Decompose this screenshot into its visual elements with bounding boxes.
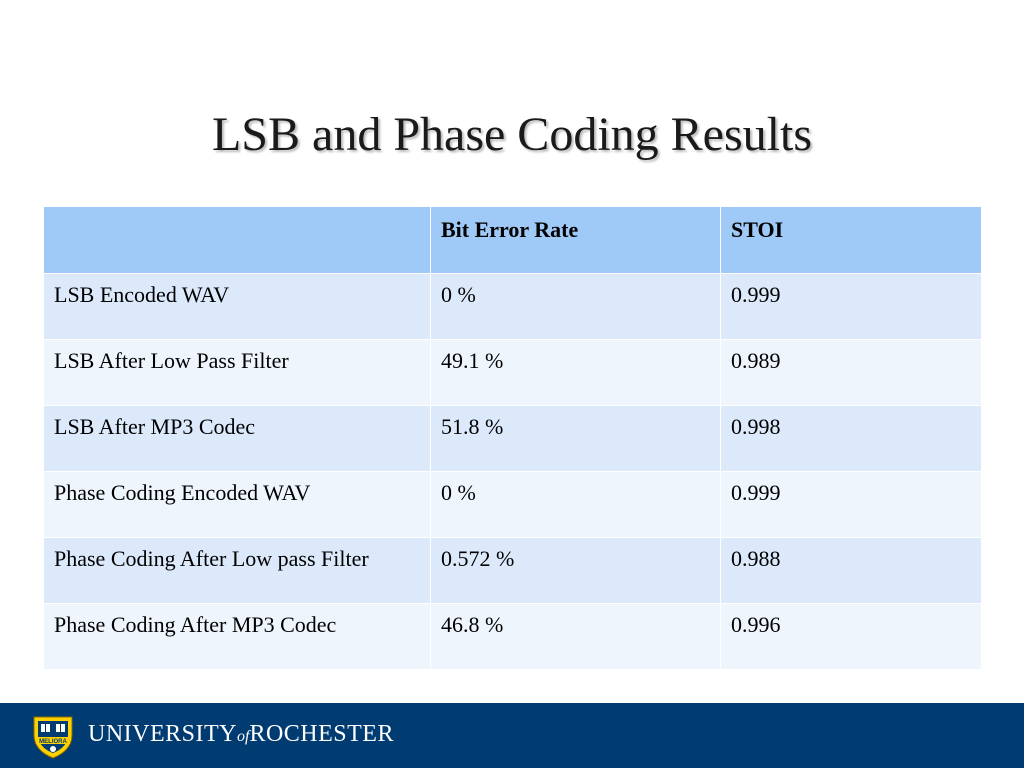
slide-title: LSB and Phase Coding Results xyxy=(211,108,813,161)
row-label: LSB After Low Pass Filter xyxy=(44,340,431,406)
bit-error-rate-cell: 49.1 % xyxy=(431,340,721,406)
table-row xyxy=(44,472,982,538)
table-row xyxy=(44,406,982,472)
row-label: Phase Coding Encoded WAV xyxy=(44,472,431,538)
stoi-cell: 0.999 xyxy=(721,274,982,340)
stoi-cell: 0.998 xyxy=(721,406,982,472)
stoi-cell: 0.999 xyxy=(721,472,982,538)
wordmark-rochester: ROCHESTER xyxy=(249,721,394,747)
stoi-cell: 0.996 xyxy=(721,604,982,670)
bit-error-rate-cell: 51.8 % xyxy=(431,406,721,472)
wordmark-of: of xyxy=(237,728,250,745)
bit-error-rate-cell: 0 % xyxy=(431,472,721,538)
stoi-cell: 0.989 xyxy=(721,340,982,406)
table-row xyxy=(44,538,982,604)
footer-bar xyxy=(0,703,1024,768)
header-cell-stoi: STOI xyxy=(721,207,982,274)
university-wordmark xyxy=(88,718,394,753)
svg-text:MELIORA: MELIORA xyxy=(39,739,67,745)
bit-error-rate-cell: 0.572 % xyxy=(431,538,721,604)
wordmark-university: UNIVERSITY xyxy=(88,721,237,747)
header-cell-empty xyxy=(44,207,431,274)
stoi-cell: 0.988 xyxy=(721,538,982,604)
bit-error-rate-cell: 0 % xyxy=(431,274,721,340)
header-cell-bit-error-rate: Bit Error Rate xyxy=(431,207,721,274)
table-header-row xyxy=(44,207,982,274)
row-label: Phase Coding After MP3 Codec xyxy=(44,604,431,670)
row-label: Phase Coding After Low pass Filter xyxy=(44,538,431,604)
table-row xyxy=(44,340,982,406)
bit-error-rate-cell: 46.8 % xyxy=(431,604,721,670)
row-label: LSB After MP3 Codec xyxy=(44,406,431,472)
university-seal-icon xyxy=(30,713,76,759)
table-row xyxy=(44,604,982,670)
results-table xyxy=(43,206,982,670)
table-row xyxy=(44,274,982,340)
row-label: LSB Encoded WAV xyxy=(44,274,431,340)
